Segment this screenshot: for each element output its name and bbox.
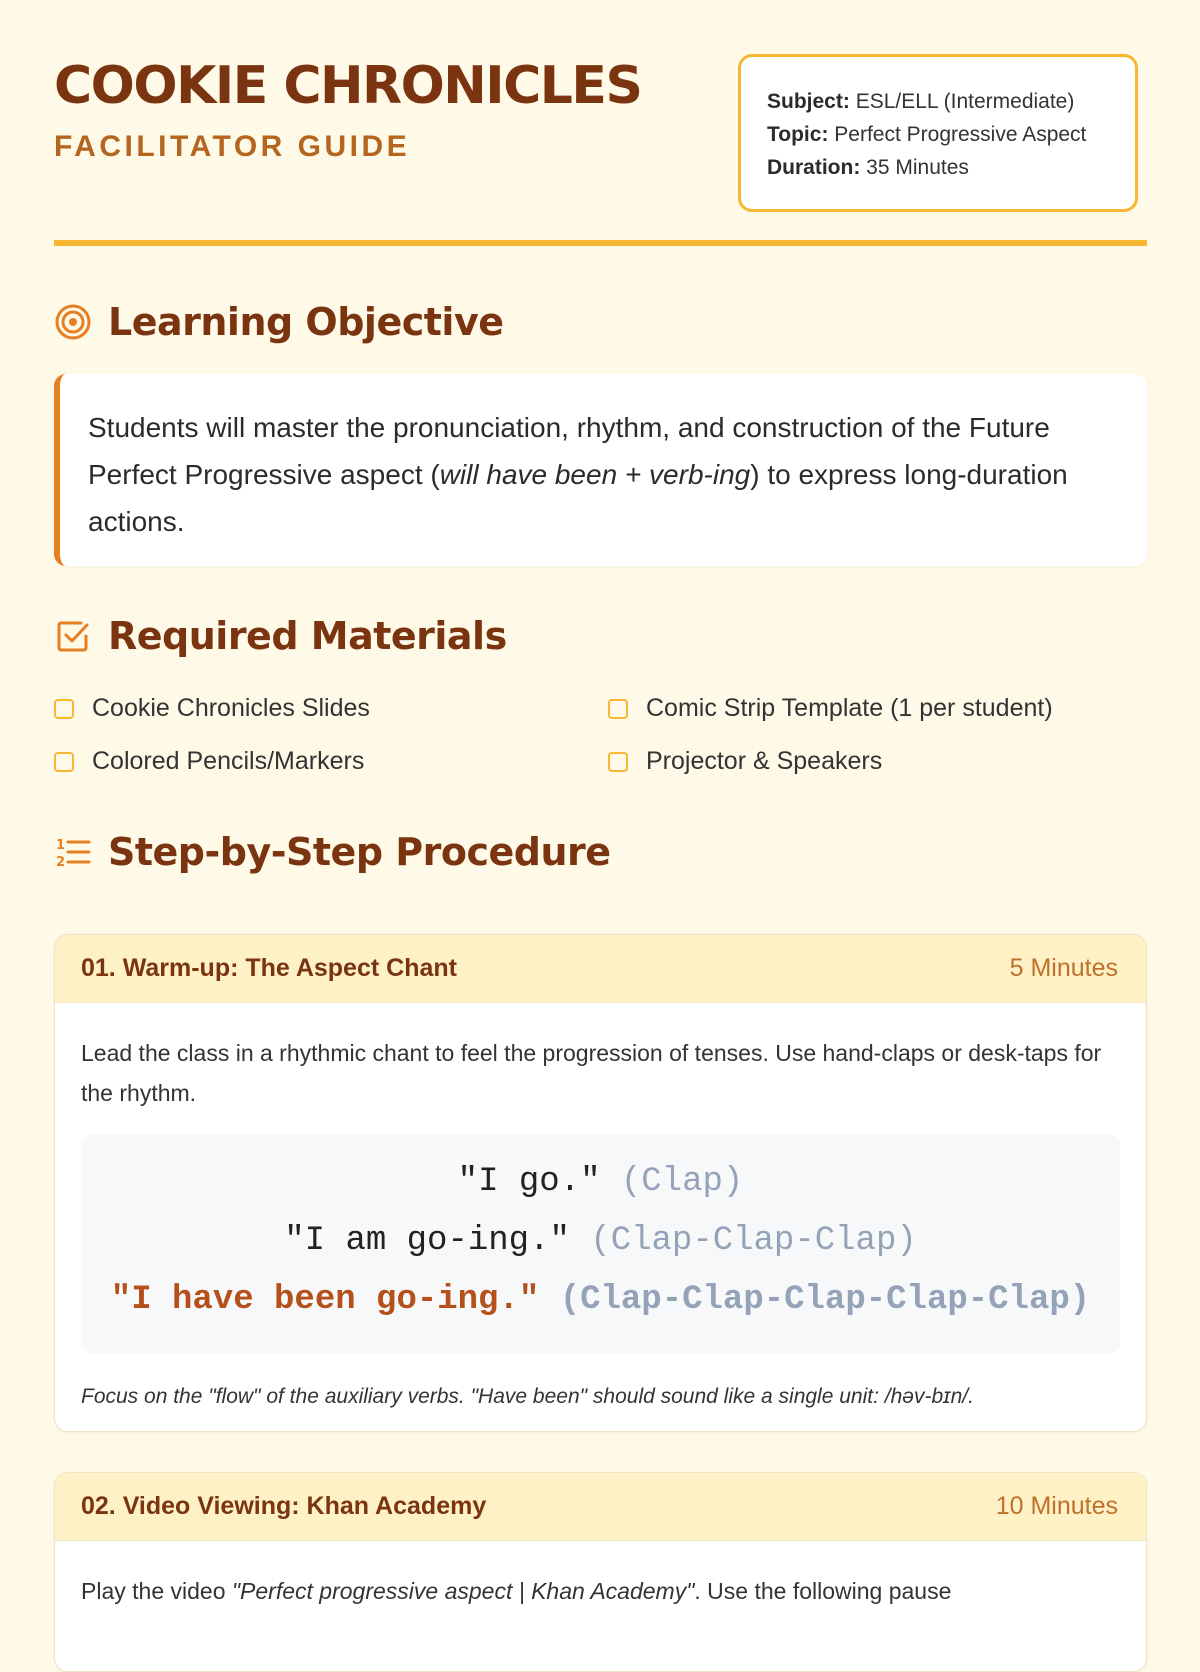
duration-value: 35 Minutes bbox=[866, 156, 969, 179]
facilitator-guide-page bbox=[54, 0, 1147, 1604]
objective-heading: Learning Objective bbox=[108, 300, 504, 344]
chant-line-emphasis bbox=[81, 1277, 1120, 1336]
step-card-header bbox=[55, 1473, 1146, 1541]
material-label: Cookie Chronicles Slides bbox=[92, 694, 370, 722]
page-title: COOKIE CHRONICLES bbox=[54, 56, 642, 116]
chant-phrase: "I go." bbox=[457, 1163, 601, 1201]
empty-checkbox-icon[interactable] bbox=[54, 752, 74, 772]
chant-claps: (Clap-Clap-Clap) bbox=[590, 1222, 917, 1260]
empty-checkbox-icon[interactable] bbox=[54, 699, 74, 719]
header-divider bbox=[54, 240, 1147, 246]
objective-text-start: Students will master the pronunciation, rhythm, and construction of the Future Perfect Progressive aspect ( bbox=[88, 412, 1050, 490]
video-text-end: . Use the following pause bbox=[694, 1578, 952, 1604]
material-item bbox=[54, 694, 370, 723]
duration-row bbox=[767, 151, 1135, 184]
topic-label: Topic: bbox=[767, 123, 829, 146]
step-card-header bbox=[55, 935, 1146, 1003]
duration-label: Duration: bbox=[767, 156, 861, 179]
chant-claps: (Clap-Clap-Clap-Clap-Clap) bbox=[559, 1281, 1091, 1319]
chant-phrase: "I am go-ing." bbox=[284, 1222, 570, 1260]
subject-row bbox=[767, 85, 1135, 118]
video-title: "Perfect progressive aspect | Khan Academy" bbox=[231, 1578, 695, 1604]
pronunciation-note: Focus on the "flow" of the auxiliary verbs. "Have been" should sound like a single unit: /həv-bɪn/. bbox=[81, 1385, 974, 1408]
material-item bbox=[54, 747, 364, 776]
chant-line bbox=[81, 1159, 1120, 1218]
material-item bbox=[608, 694, 1053, 723]
material-label: Projector & Speakers bbox=[646, 747, 883, 775]
objective-formula: will have been + verb-ing bbox=[439, 459, 751, 490]
topic-value: Perfect Progressive Aspect bbox=[834, 123, 1087, 146]
step-description bbox=[81, 1571, 1120, 1611]
empty-checkbox-icon[interactable] bbox=[608, 752, 628, 772]
procedure-heading-row bbox=[54, 830, 611, 874]
empty-checkbox-icon[interactable] bbox=[608, 699, 628, 719]
materials-heading: Required Materials bbox=[108, 614, 507, 658]
step-card-body bbox=[55, 1541, 1146, 1611]
subject-value: ESL/ELL (Intermediate) bbox=[855, 90, 1075, 113]
material-item bbox=[608, 747, 882, 776]
procedure-heading: Step-by-Step Procedure bbox=[108, 830, 611, 874]
step-card-warmup bbox=[54, 934, 1147, 1432]
chant-line bbox=[81, 1218, 1120, 1277]
svg-text:1: 1 bbox=[56, 838, 66, 853]
material-label: Comic Strip Template (1 per student) bbox=[646, 694, 1053, 722]
aspect-chant-box bbox=[81, 1135, 1120, 1353]
step-card-video bbox=[54, 1472, 1147, 1672]
materials-heading-row bbox=[54, 614, 507, 658]
objective-callout bbox=[54, 374, 1147, 566]
subject-label: Subject: bbox=[767, 90, 850, 113]
step-card-body bbox=[55, 1003, 1146, 1409]
chant-phrase: "I have been go-ing." bbox=[110, 1281, 540, 1319]
video-text-start: Play the video bbox=[81, 1578, 232, 1604]
objective-heading-row bbox=[54, 300, 504, 344]
page-subtitle: FACILITATOR GUIDE bbox=[54, 130, 411, 163]
guide-header bbox=[54, 0, 1147, 214]
step-duration: 5 Minutes bbox=[1009, 954, 1118, 982]
step-description: Lead the class in a rhythmic chant to feel the progression of tenses. Use hand-claps or desk-taps for the rhythm. bbox=[81, 1040, 1102, 1106]
checkbox-check-icon bbox=[54, 617, 92, 655]
topic-row bbox=[767, 118, 1135, 151]
step-duration: 10 Minutes bbox=[995, 1492, 1118, 1520]
material-label: Colored Pencils/Markers bbox=[92, 747, 365, 775]
objective-text-end: ) to express long-duration actions. bbox=[88, 459, 1068, 537]
numbered-list-icon bbox=[54, 833, 92, 871]
step-title: 02. Video Viewing: Khan Academy bbox=[81, 1492, 487, 1520]
target-icon bbox=[54, 303, 92, 341]
step-title: 01. Warm-up: The Aspect Chant bbox=[81, 954, 457, 982]
lesson-info-card bbox=[738, 54, 1138, 212]
chant-claps: (Clap) bbox=[620, 1163, 744, 1201]
svg-text:2: 2 bbox=[56, 855, 66, 870]
